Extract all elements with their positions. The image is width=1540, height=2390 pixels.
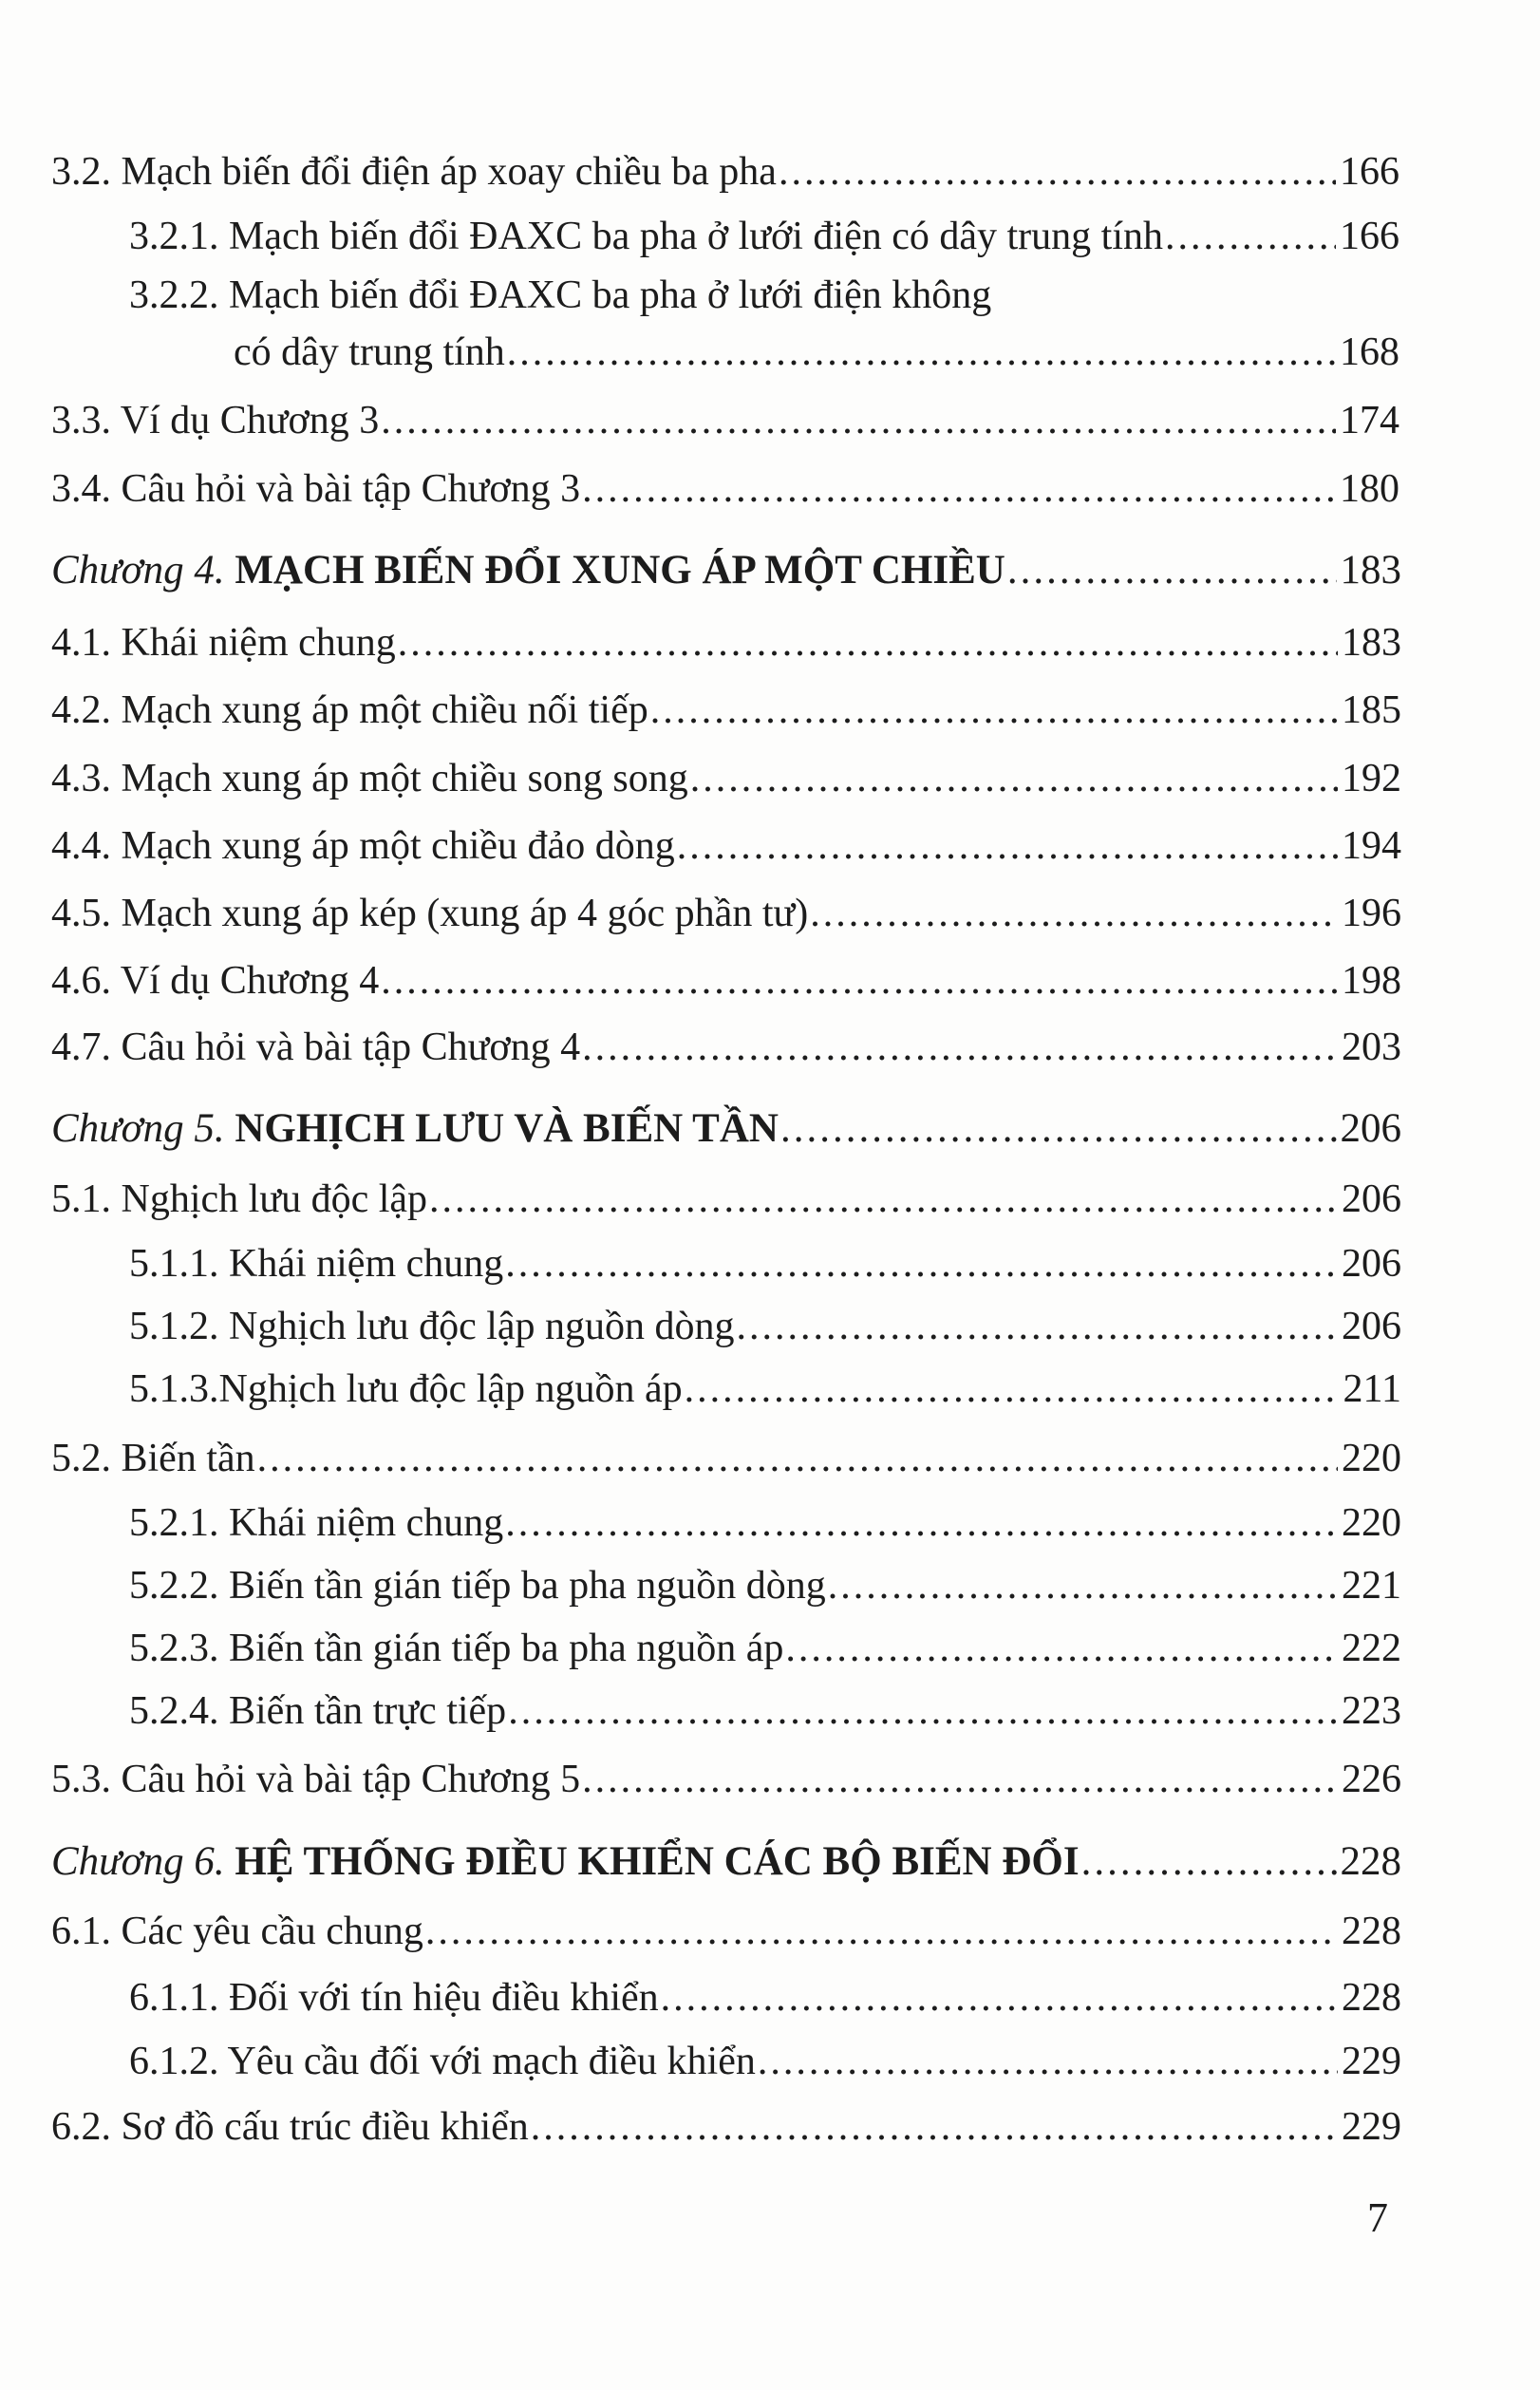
toc-page-number: 222 <box>1342 1627 1401 1670</box>
toc-page-number: 168 <box>1340 330 1399 374</box>
toc-page-number: 221 <box>1342 1564 1401 1608</box>
dot-leader <box>1007 546 1337 595</box>
toc-entry: 3.4. Câu hỏi và bài tập Chương 3 ..... 180 <box>51 464 1399 514</box>
toc-entry: 3.2. Mạch biến đổi điện áp xoay chiều ba pha ..... 166 <box>51 147 1399 197</box>
toc-page-number: 194 <box>1342 824 1401 868</box>
toc-entry: 5.2.2. Biến tần gián tiếp ba pha nguồn dòng ..... 221 <box>129 1561 1401 1610</box>
toc-page-number: 206 <box>1342 1177 1401 1221</box>
toc-entry: 5.2. Biến tần ..... 220 <box>51 1434 1401 1483</box>
toc-entry: 4.1. Khái niệm chung ..... 183 <box>51 618 1401 668</box>
toc-page-number: 229 <box>1342 2105 1401 2149</box>
toc-page-number: 166 <box>1340 215 1399 258</box>
dot-leader <box>531 2102 1338 2152</box>
dot-leader <box>257 1434 1338 1483</box>
toc-entry-first-line: 3.2.2. Mạch biến đổi ĐAXC ba pha ở lưới điện không <box>129 273 992 317</box>
dot-leader <box>685 1364 1340 1414</box>
toc-page-number: 211 <box>1343 1367 1401 1411</box>
dot-leader <box>582 464 1336 514</box>
toc-entry: 6.1.2. Yêu cầu đối với mạch điều khiển ..... 229 <box>129 2037 1401 2086</box>
page-number: 7 <box>1367 2194 1388 2241</box>
toc-page-number: 229 <box>1342 2040 1401 2083</box>
toc-chapter-heading: Chương 4. MẠCH BIẾN ĐỔI XUNG ÁP MỘT CHIỀU ..... 183 <box>51 546 1401 595</box>
dot-leader <box>737 1302 1338 1351</box>
toc-page-number: 174 <box>1340 399 1399 442</box>
toc-page-number: 220 <box>1342 1437 1401 1480</box>
toc-page-number: 206 <box>1340 1106 1401 1151</box>
toc-page-number: 198 <box>1342 959 1401 1003</box>
toc-entry: 4.4. Mạch xung áp một chiều đảo dòng ..... 194 <box>51 821 1401 871</box>
dot-leader <box>690 754 1338 803</box>
dot-leader <box>505 1239 1338 1289</box>
toc-entry: 3.3. Ví dụ Chương 3 ..... 174 <box>51 396 1399 445</box>
toc-entry: 3.2.1. Mạch biến đổi ĐAXC ba pha ở lưới điện có dây trung tính ..... 166 <box>129 212 1399 261</box>
toc-entry: 6.1.1. Đối với tín hiệu điều khiển ..... 228 <box>129 1973 1401 2023</box>
toc-entry: 5.3. Câu hỏi và bài tập Chương 5 ..... 226 <box>51 1755 1401 1804</box>
toc-page-number: 223 <box>1342 1689 1401 1733</box>
dot-leader <box>505 1498 1338 1548</box>
toc-page-number: 183 <box>1342 621 1401 665</box>
dot-leader <box>758 2037 1338 2086</box>
toc-entry: 4.2. Mạch xung áp một chiều nối tiếp ..... 185 <box>51 686 1401 735</box>
toc-page-number: 183 <box>1340 548 1401 593</box>
dot-leader <box>810 889 1338 938</box>
dot-leader <box>381 956 1338 1006</box>
toc-entry: 4.6. Ví dụ Chương 4 ..... 198 <box>51 956 1401 1006</box>
dot-leader <box>1165 212 1336 261</box>
dot-leader <box>381 396 1336 445</box>
toc-page-number: 203 <box>1342 1026 1401 1069</box>
toc-chapter-heading: Chương 5. NGHỊCH LƯU VÀ BIẾN TẦN ..... 206 <box>51 1104 1401 1154</box>
toc-page-number: 228 <box>1342 1910 1401 1953</box>
dot-leader <box>1081 1837 1337 1887</box>
toc-entry: 6.2. Sơ đồ cấu trúc điều khiển ..... 229 <box>51 2102 1401 2152</box>
toc-entry: có dây trung tính ..... 168 <box>234 328 1399 377</box>
toc-page-number: 228 <box>1340 1839 1401 1884</box>
toc-entry: 5.1.3.Nghịch lưu độc lập nguồn áp ..... 211 <box>129 1364 1401 1414</box>
toc-chapter-heading: Chương 6. HỆ THỐNG ĐIỀU KHIỂN CÁC BỘ BIẾN ĐỔI ..... 228 <box>51 1837 1401 1887</box>
toc-entry: 5.1.1. Khái niệm chung ..... 206 <box>129 1239 1401 1289</box>
toc-page-number: 185 <box>1342 688 1401 732</box>
toc-entry: 4.7. Câu hỏi và bài tập Chương 4 ..... 203 <box>51 1023 1401 1072</box>
dot-leader <box>429 1175 1338 1224</box>
dot-leader <box>828 1561 1338 1610</box>
toc-entry: 5.1. Nghịch lưu độc lập ..... 206 <box>51 1175 1401 1224</box>
toc-page-number: 226 <box>1342 1758 1401 1801</box>
toc-page-number: 228 <box>1342 1976 1401 2020</box>
toc-entry: 5.2.3. Biến tần gián tiếp ba pha nguồn áp ..... 222 <box>129 1624 1401 1673</box>
dot-leader <box>779 147 1336 197</box>
toc-entry: 5.2.1. Khái niệm chung ..... 220 <box>129 1498 1401 1548</box>
dot-leader <box>398 618 1338 668</box>
toc-page-number: 180 <box>1340 467 1399 511</box>
toc-page-number: 196 <box>1342 892 1401 935</box>
toc-entry: 6.1. Các yêu cầu chung ..... 228 <box>51 1907 1401 1956</box>
toc-page-number: 220 <box>1342 1501 1401 1545</box>
toc-page-number: 166 <box>1340 150 1399 194</box>
dot-leader <box>508 1686 1338 1736</box>
toc-entry: 5.2.4. Biến tần trực tiếp ..... 223 <box>129 1686 1401 1736</box>
dot-leader <box>582 1023 1338 1072</box>
toc-entry: 4.5. Mạch xung áp kép (xung áp 4 góc phần tư) ..... 196 <box>51 889 1401 938</box>
toc-page-number: 192 <box>1342 757 1401 800</box>
toc-entry: 5.1.2. Nghịch lưu độc lập nguồn dòng ..... 206 <box>129 1302 1401 1351</box>
dot-leader <box>425 1907 1338 1956</box>
dot-leader <box>785 1624 1338 1673</box>
dot-leader <box>661 1973 1338 2023</box>
dot-leader <box>650 686 1338 735</box>
toc-page-number: 206 <box>1342 1242 1401 1286</box>
dot-leader <box>677 821 1338 871</box>
dot-leader <box>507 328 1336 377</box>
dot-leader <box>780 1104 1337 1154</box>
dot-leader <box>582 1755 1338 1804</box>
toc-entry: 4.3. Mạch xung áp một chiều song song ..... 192 <box>51 754 1401 803</box>
toc-page-number: 206 <box>1342 1305 1401 1348</box>
